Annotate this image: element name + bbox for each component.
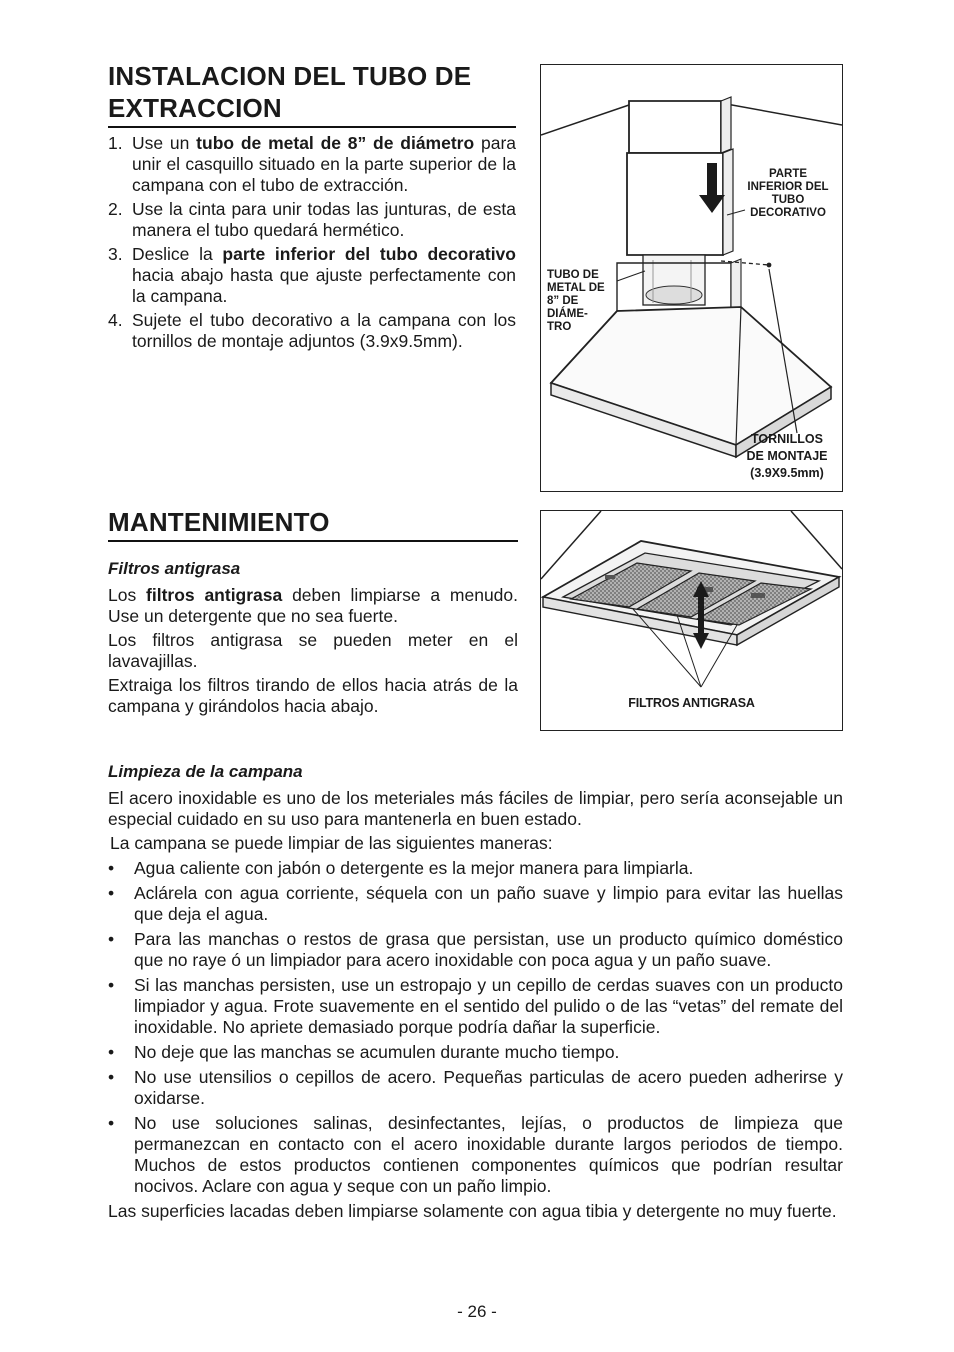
label-parte-inferior [737,168,839,220]
list-item [108,1067,843,1109]
cleaning-list [108,858,843,1197]
closing-paragraph: Las superficies lacadas deben limpiarse solamente con agua tibia y detergente no muy fuerte. [108,1201,837,1221]
list-item-text: No deje que las manchas se acumulen durante mucho tiempo. [134,1042,620,1062]
list-item-text: Si las manchas persisten, use un estropajo y un cepillo de cerdas suaves con un producto limpiador y agua. Frote suavemente en el sentido del pulido o de las “vetas” del remate del inoxidable. No apriete demasiado porque podría dañar la superficie. [134,975,843,1037]
install-step [108,244,516,307]
install-title-line1: INSTALACION DEL TUBO DE [108,61,472,91]
list-item [108,858,843,879]
label-filtros: FILTROS ANTIGRASA [628,696,755,710]
step-number: 2. [108,199,123,219]
install-steps [108,133,516,355]
install-step [108,310,516,352]
step-text-tail: hacia abajo hasta que ajuste perfectamente con la campana. [132,265,516,306]
cleaning-section [108,761,843,1225]
step-text: Sujete el tubo decorativo a la campana con los tornillos de montaje adjuntos (3.9x9.5mm). [132,310,516,351]
step-bold-text: tubo de metal de 8” de diámetro [196,133,475,153]
filters-paragraph-3: Extraiga los filtros tirando de ellos hacia atrás de la campana y girándolos hacia abajo. [108,675,518,716]
list-item-text: Agua caliente con jabón o detergente es la mejor manera para limpiarla. [134,858,694,878]
install-title-rule [108,126,516,128]
list-item [108,883,843,925]
bullet-icon: • [108,1067,115,1087]
label-line: METAL DE [547,282,605,294]
label-line: DECORATIVO [750,207,826,219]
label-line: TUBO [771,194,805,206]
page-number: - 26 - [457,1302,497,1321]
list-item [108,929,843,971]
list-item-text: Aclárela con agua corriente, séquela con un paño suave y limpio para evitar las huellas que deja el agua. [134,883,843,924]
list-item [108,1113,843,1197]
bullet-icon: • [108,929,115,949]
label-line: TRO [547,321,572,333]
label-line: TUBO DE [547,269,599,281]
step-text-tail: para unir el casquillo situado en la parte superior de la campana con el tubo de extracción. [132,133,517,195]
install-title-line2: EXTRACCION [108,93,282,123]
paragraph-text-tail: deben limpiarse a menudo. Use un detergente que no sea fuerte. [108,585,519,626]
label-line: PARTE [768,168,808,180]
list-item-text: Para las manchas o restos de grasa que persistan, use un producto químico doméstico que no raye ó un limpiador para acero inoxidable con poca agua y un paño suave. [134,929,843,970]
label-line: TORNILLOS [751,432,823,446]
filters-section [108,558,518,720]
install-section [108,60,516,124]
install-step [108,133,516,196]
install-title [108,60,516,124]
cleaning-heading: Limpieza de la campana [108,762,303,781]
step-number: 4. [108,310,123,330]
step-text: Use la cinta para unir todas las junturas, de esta manera el tubo quedará hermético. [132,199,516,240]
filters-paragraph-1 [108,585,518,627]
paragraph-text: Los [108,585,147,605]
label-tubo-metal [547,269,617,334]
list-item [108,975,843,1038]
paragraph-bold-text: filtros antigrasa [146,585,283,605]
step-bold-text: parte inferior del tubo decorativo [222,244,516,264]
list-item-text: No use utensilios o cepillos de acero. Pequeñas particulas de acero pueden adherirse y oxidarse. [134,1067,843,1108]
cleaning-paragraph-1: El acero inoxidable es uno de los meteriales más fáciles de limpiar, pero sería aconsejable un especial cuidado en su uso para mantenerla en buen estado. [108,788,843,829]
label-tornillos [735,431,839,482]
cleaning-paragraph-2: La campana se puede limpiar de las siguientes maneras: [110,833,553,853]
label-line: 8” DE [547,295,579,307]
list-item [108,1042,843,1063]
bullet-icon: • [108,975,115,995]
list-item-text: No use soluciones salinas, desinfectantes, lejías, o productos de limpieza que permanezcan en contacto con el acero inoxidable durante largos periodos de tiempo. Muchos de estos productos contienen componentes químicos que podrían resultar nocivos. Aclare con agua y seque con un paño limpio. [134,1113,843,1196]
label-line: DIÁME- [547,308,588,320]
bullet-icon: • [108,883,115,903]
step-number: 1. [108,133,123,153]
filters-paragraph-2: Los filtros antigrasa se pueden meter en el lavavajillas. [108,630,518,671]
maintenance-title: MANTENIMIENTO [108,507,330,537]
bullet-icon: • [108,858,115,878]
bullet-icon: • [108,1113,115,1133]
filters-heading: Filtros antigrasa [108,559,241,578]
figure-duct-installation [540,64,843,492]
maintenance-title-rule [108,540,518,542]
label-line: INFERIOR DEL [747,181,829,193]
step-text: Use un [132,133,197,153]
step-number: 3. [108,244,123,264]
label-line: (3.9X9.5mm) [750,466,824,480]
figure-grease-filters [540,510,843,731]
install-step [108,199,516,241]
label-line: DE MONTAJE [746,449,828,463]
step-text: Deslice la [132,244,223,264]
bullet-icon: • [108,1042,115,1062]
